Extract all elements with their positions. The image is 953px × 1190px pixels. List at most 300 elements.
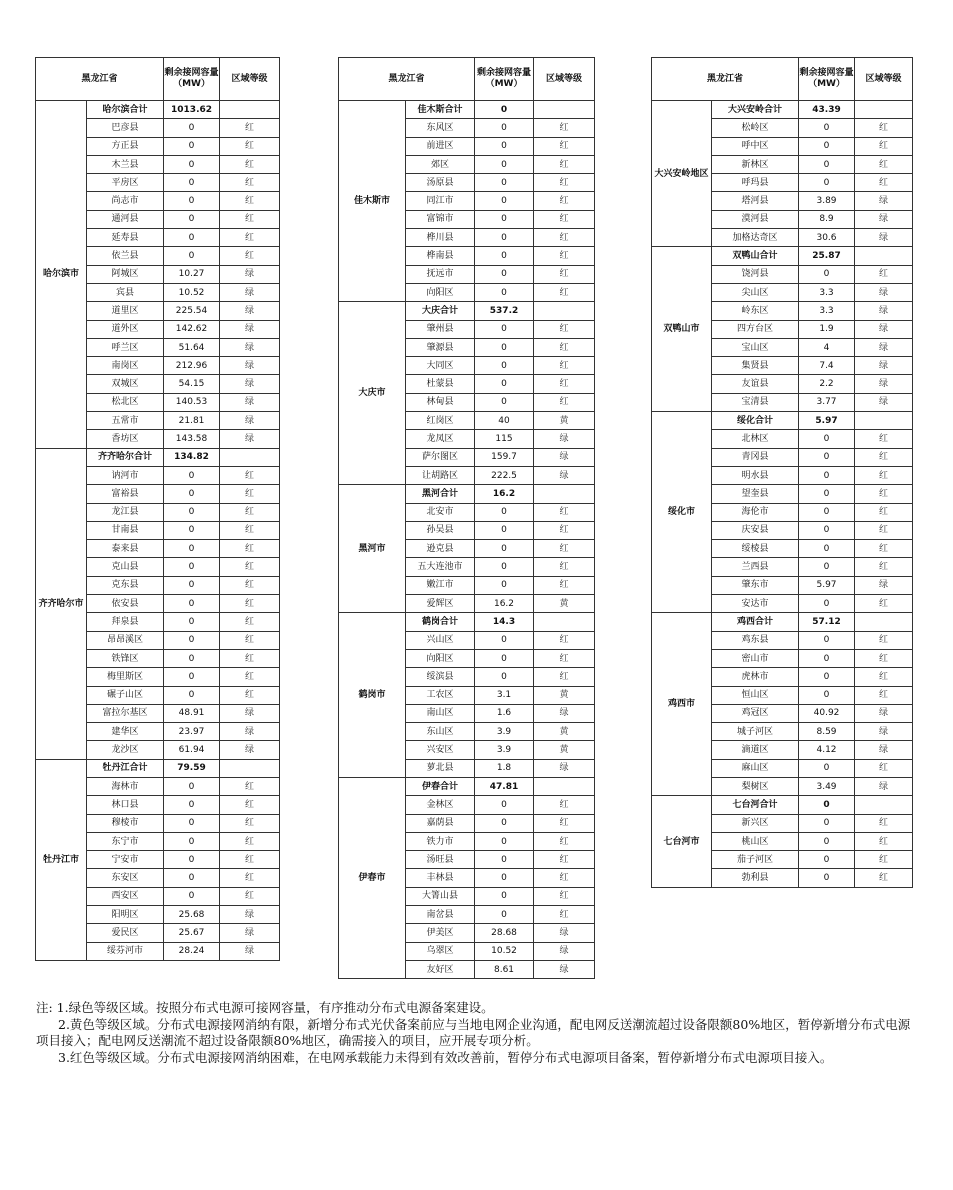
district-level: 红 — [220, 686, 280, 704]
district-level: 红 — [220, 595, 280, 613]
district-level: 红 — [534, 649, 595, 667]
district-capacity: 142.62 — [164, 320, 220, 338]
district-capacity: 0 — [164, 613, 220, 631]
district-level: 红 — [855, 174, 913, 192]
district-level: 绿 — [855, 576, 913, 594]
city-total-capacity: 1013.62 — [164, 101, 220, 119]
district-level: 红 — [534, 137, 595, 155]
district-level: 绿 — [534, 759, 595, 777]
district-level: 红 — [855, 466, 913, 484]
district-level: 绿 — [855, 302, 913, 320]
district-name: 肇东市 — [712, 576, 799, 594]
district-name: 方正县 — [87, 137, 164, 155]
city-total-row — [339, 101, 595, 119]
district-capacity: 0 — [799, 448, 855, 466]
district-capacity: 0 — [475, 357, 534, 375]
city-total-level — [534, 777, 595, 795]
district-level: 红 — [534, 832, 595, 850]
district-name: 金林区 — [406, 796, 475, 814]
city-total-capacity: 57.12 — [799, 613, 855, 631]
district-capacity: 0 — [164, 777, 220, 795]
district-level: 红 — [220, 540, 280, 558]
district-level: 红 — [534, 558, 595, 576]
district-capacity: 0 — [164, 869, 220, 887]
district-capacity: 0 — [164, 814, 220, 832]
district-name: 大同区 — [406, 357, 475, 375]
district-level: 红 — [534, 503, 595, 521]
header-capacity: 剩余接网容量（MW） — [475, 58, 534, 101]
district-name: 抚远市 — [406, 265, 475, 283]
district-name: 新林区 — [712, 155, 799, 173]
district-capacity: 0 — [164, 796, 220, 814]
district-capacity: 61.94 — [164, 741, 220, 759]
district-level: 绿 — [220, 924, 280, 942]
district-level: 红 — [534, 320, 595, 338]
district-capacity: 0 — [799, 595, 855, 613]
district-capacity: 0 — [164, 247, 220, 265]
district-level: 红 — [220, 814, 280, 832]
district-capacity: 0 — [164, 668, 220, 686]
district-name: 木兰县 — [87, 155, 164, 173]
district-level: 绿 — [220, 906, 280, 924]
note-yellow: 2.黄色等级区域。分布式电源接网消纳有限，新增分布式光伏备案前应与当地电网企业沟通，配电网反送潮流超过设备限额80%地区，暂停新增分布式电源项目接入；配电网反送潮流不超过设备限额80%地区，确需接入的项目，应开展专项分析。 — [36, 1016, 911, 1048]
district-capacity: 0 — [475, 338, 534, 356]
district-level: 绿 — [220, 265, 280, 283]
district-name: 依安县 — [87, 595, 164, 613]
district-level: 红 — [220, 631, 280, 649]
district-level: 红 — [220, 887, 280, 905]
city-name: 牡丹江市 — [36, 759, 87, 960]
district-level: 红 — [855, 503, 913, 521]
district-capacity: 0 — [164, 137, 220, 155]
city-total-level — [220, 759, 280, 777]
district-level: 红 — [220, 155, 280, 173]
district-level: 绿 — [855, 393, 913, 411]
district-name: 同江市 — [406, 192, 475, 210]
district-name: 龙沙区 — [87, 741, 164, 759]
district-name: 绥棱县 — [712, 540, 799, 558]
district-capacity: 0 — [475, 247, 534, 265]
city-total-capacity: 16.2 — [475, 485, 534, 503]
district-level: 红 — [855, 668, 913, 686]
district-level: 红 — [855, 265, 913, 283]
district-capacity: 0 — [799, 649, 855, 667]
city-total-row — [652, 613, 913, 631]
district-name: 杜蒙县 — [406, 375, 475, 393]
district-level: 绿 — [220, 430, 280, 448]
district-level: 红 — [855, 814, 913, 832]
district-level: 红 — [855, 595, 913, 613]
district-name: 桦川县 — [406, 229, 475, 247]
city-total-capacity: 14.3 — [475, 613, 534, 631]
district-name: 友好区 — [406, 960, 475, 978]
district-name: 通河县 — [87, 210, 164, 228]
district-capacity: 0 — [164, 540, 220, 558]
district-capacity: 0 — [799, 540, 855, 558]
district-name: 北安市 — [406, 503, 475, 521]
city-total-level — [855, 247, 913, 265]
district-level: 红 — [534, 851, 595, 869]
district-name: 东宁市 — [87, 832, 164, 850]
district-level: 绿 — [855, 723, 913, 741]
header-province: 黑龙江省 — [339, 58, 475, 101]
district-level: 红 — [855, 851, 913, 869]
district-name: 宝清县 — [712, 393, 799, 411]
district-name: 勃利县 — [712, 869, 799, 887]
district-level: 红 — [855, 119, 913, 137]
district-name: 呼玛县 — [712, 174, 799, 192]
district-name: 巴彦县 — [87, 119, 164, 137]
district-level: 绿 — [220, 393, 280, 411]
city-total-level — [534, 101, 595, 119]
district-level: 红 — [534, 155, 595, 173]
district-capacity: 0 — [799, 558, 855, 576]
district-level: 红 — [855, 869, 913, 887]
city-name: 七台河市 — [652, 796, 712, 887]
district-level: 红 — [855, 631, 913, 649]
district-capacity: 3.9 — [475, 741, 534, 759]
district-level: 红 — [855, 485, 913, 503]
district-name: 香坊区 — [87, 430, 164, 448]
district-level: 绿 — [220, 320, 280, 338]
city-total-level — [855, 613, 913, 631]
city-total-label: 伊春合计 — [406, 777, 475, 795]
district-name: 逊克县 — [406, 540, 475, 558]
city-total-level — [534, 302, 595, 320]
city-total-row — [36, 759, 280, 777]
district-name: 工农区 — [406, 686, 475, 704]
district-capacity: 1.9 — [799, 320, 855, 338]
district-name: 克东县 — [87, 576, 164, 594]
district-capacity: 0 — [164, 851, 220, 869]
district-level: 红 — [220, 229, 280, 247]
district-capacity: 0 — [799, 466, 855, 484]
city-name: 鸡西市 — [652, 613, 712, 796]
district-name: 甘南县 — [87, 521, 164, 539]
district-level: 红 — [220, 466, 280, 484]
district-name: 集贤县 — [712, 357, 799, 375]
city-total-row — [652, 247, 913, 265]
district-level: 绿 — [534, 430, 595, 448]
district-level: 红 — [855, 430, 913, 448]
notes — [36, 1000, 916, 1066]
district-capacity: 40 — [475, 412, 534, 430]
district-capacity: 0 — [799, 521, 855, 539]
city-total-capacity: 79.59 — [164, 759, 220, 777]
city-total-capacity: 43.39 — [799, 101, 855, 119]
district-capacity: 0 — [799, 631, 855, 649]
district-level: 绿 — [534, 924, 595, 942]
district-capacity: 0 — [799, 174, 855, 192]
district-name: 道里区 — [87, 302, 164, 320]
district-capacity: 222.5 — [475, 466, 534, 484]
district-capacity: 0 — [799, 137, 855, 155]
district-level: 红 — [534, 265, 595, 283]
city-total-capacity: 5.97 — [799, 412, 855, 430]
district-name: 红岗区 — [406, 412, 475, 430]
district-level: 绿 — [220, 302, 280, 320]
city-total-label: 鹤岗合计 — [406, 613, 475, 631]
district-name: 宝山区 — [712, 338, 799, 356]
city-total-label: 大兴安岭合计 — [712, 101, 799, 119]
district-capacity: 143.58 — [164, 430, 220, 448]
district-name: 绥滨县 — [406, 668, 475, 686]
district-name: 鸡冠区 — [712, 704, 799, 722]
district-capacity: 8.61 — [475, 960, 534, 978]
district-level: 红 — [220, 503, 280, 521]
district-name: 道外区 — [87, 320, 164, 338]
district-level: 红 — [534, 631, 595, 649]
district-level: 绿 — [534, 448, 595, 466]
district-level: 绿 — [220, 375, 280, 393]
district-level: 黄 — [534, 686, 595, 704]
city-total-label: 哈尔滨合计 — [87, 101, 164, 119]
district-name: 兰西县 — [712, 558, 799, 576]
district-level: 绿 — [855, 357, 913, 375]
city-total-level — [855, 101, 913, 119]
district-name: 碾子山区 — [87, 686, 164, 704]
district-name: 五常市 — [87, 412, 164, 430]
district-name: 建华区 — [87, 723, 164, 741]
district-capacity: 0 — [475, 869, 534, 887]
district-name: 新兴区 — [712, 814, 799, 832]
district-capacity: 0 — [164, 832, 220, 850]
district-capacity: 0 — [799, 668, 855, 686]
district-name: 双城区 — [87, 375, 164, 393]
district-level: 红 — [534, 869, 595, 887]
district-capacity: 54.15 — [164, 375, 220, 393]
district-level: 红 — [855, 155, 913, 173]
district-capacity: 0 — [164, 192, 220, 210]
district-name: 富拉尔基区 — [87, 704, 164, 722]
district-level: 绿 — [534, 942, 595, 960]
city-total-level — [220, 448, 280, 466]
district-capacity: 0 — [475, 119, 534, 137]
district-level: 绿 — [220, 741, 280, 759]
district-name: 穆棱市 — [87, 814, 164, 832]
district-name: 南岔县 — [406, 906, 475, 924]
district-level: 绿 — [855, 283, 913, 301]
district-level: 红 — [534, 247, 595, 265]
district-capacity: 115 — [475, 430, 534, 448]
city-total-capacity: 25.87 — [799, 247, 855, 265]
district-name: 绥芬河市 — [87, 942, 164, 960]
district-capacity: 0 — [475, 631, 534, 649]
district-level: 红 — [534, 338, 595, 356]
district-level: 红 — [534, 521, 595, 539]
district-capacity: 0 — [475, 558, 534, 576]
district-name: 呼中区 — [712, 137, 799, 155]
district-capacity: 0 — [799, 759, 855, 777]
district-capacity: 0 — [475, 521, 534, 539]
district-capacity: 4.12 — [799, 741, 855, 759]
district-capacity: 0 — [164, 503, 220, 521]
district-capacity: 0 — [164, 576, 220, 594]
district-level: 红 — [855, 137, 913, 155]
district-name: 呼兰区 — [87, 338, 164, 356]
district-capacity: 1.6 — [475, 704, 534, 722]
district-name: 南岗区 — [87, 357, 164, 375]
district-capacity: 0 — [475, 887, 534, 905]
district-name: 肇州县 — [406, 320, 475, 338]
city-total-row — [36, 101, 280, 119]
city-name: 大兴安岭地区 — [652, 101, 712, 247]
district-capacity: 4 — [799, 338, 855, 356]
district-level: 红 — [220, 668, 280, 686]
district-level: 红 — [220, 851, 280, 869]
city-total-row — [339, 485, 595, 503]
district-level: 红 — [220, 649, 280, 667]
district-level: 红 — [534, 540, 595, 558]
district-level: 红 — [220, 558, 280, 576]
district-capacity: 8.59 — [799, 723, 855, 741]
district-capacity: 25.68 — [164, 906, 220, 924]
city-total-label: 鸡西合计 — [712, 613, 799, 631]
district-name: 东风区 — [406, 119, 475, 137]
district-capacity: 0 — [475, 796, 534, 814]
district-capacity: 3.3 — [799, 283, 855, 301]
district-capacity: 0 — [164, 210, 220, 228]
city-total-capacity: 47.81 — [475, 777, 534, 795]
district-capacity: 0 — [475, 375, 534, 393]
city-total-row — [652, 412, 913, 430]
district-level: 绿 — [855, 375, 913, 393]
district-capacity: 0 — [799, 686, 855, 704]
district-capacity: 1.8 — [475, 759, 534, 777]
district-capacity: 0 — [799, 265, 855, 283]
district-level: 红 — [855, 540, 913, 558]
city-total-label: 佳木斯合计 — [406, 101, 475, 119]
district-name: 讷河市 — [87, 466, 164, 484]
district-level: 绿 — [220, 338, 280, 356]
district-capacity: 0 — [475, 832, 534, 850]
city-total-row — [339, 777, 595, 795]
district-level: 绿 — [220, 723, 280, 741]
district-level: 绿 — [855, 229, 913, 247]
district-name: 爱民区 — [87, 924, 164, 942]
header-capacity: 剩余接网容量（MW） — [164, 58, 220, 101]
note-green: 注: 1.绿色等级区域。按照分布式电源可接网容量，有序推动分布式电源备案建设。 — [36, 1000, 494, 1015]
district-name: 铁锋区 — [87, 649, 164, 667]
district-capacity: 0 — [164, 631, 220, 649]
district-name: 阿城区 — [87, 265, 164, 283]
district-name: 昂昂溪区 — [87, 631, 164, 649]
district-capacity: 10.27 — [164, 265, 220, 283]
district-name: 爱辉区 — [406, 595, 475, 613]
city-name: 黑河市 — [339, 485, 406, 613]
district-name: 松岭区 — [712, 119, 799, 137]
district-capacity: 0 — [164, 521, 220, 539]
city-total-capacity: 0 — [475, 101, 534, 119]
district-name: 友谊县 — [712, 375, 799, 393]
district-capacity: 159.7 — [475, 448, 534, 466]
district-capacity: 0 — [164, 686, 220, 704]
city-total-capacity: 0 — [799, 796, 855, 814]
district-name: 依兰县 — [87, 247, 164, 265]
district-capacity: 225.54 — [164, 302, 220, 320]
district-name: 萨尔图区 — [406, 448, 475, 466]
city-name: 佳木斯市 — [339, 101, 406, 302]
district-name: 汤旺县 — [406, 851, 475, 869]
district-capacity: 140.53 — [164, 393, 220, 411]
district-name: 东安区 — [87, 869, 164, 887]
district-capacity: 0 — [475, 283, 534, 301]
district-level: 红 — [534, 576, 595, 594]
city-total-level — [855, 412, 913, 430]
district-level: 红 — [534, 210, 595, 228]
district-name: 平房区 — [87, 174, 164, 192]
district-level: 红 — [855, 521, 913, 539]
city-total-row — [36, 448, 280, 466]
district-name: 密山市 — [712, 649, 799, 667]
city-name: 鹤岗市 — [339, 613, 406, 778]
city-total-row — [652, 101, 913, 119]
district-name: 滴道区 — [712, 741, 799, 759]
district-name: 岭东区 — [712, 302, 799, 320]
district-level: 红 — [534, 668, 595, 686]
capacity-table-1 — [35, 57, 280, 961]
district-level: 红 — [220, 576, 280, 594]
district-level: 绿 — [855, 210, 913, 228]
district-level: 绿 — [534, 960, 595, 978]
district-capacity: 30.6 — [799, 229, 855, 247]
district-capacity: 7.4 — [799, 357, 855, 375]
district-name: 前进区 — [406, 137, 475, 155]
district-name: 虎林市 — [712, 668, 799, 686]
district-name: 四方台区 — [712, 320, 799, 338]
district-name: 桃山区 — [712, 832, 799, 850]
district-name: 恒山区 — [712, 686, 799, 704]
district-capacity: 3.1 — [475, 686, 534, 704]
district-name: 龙江县 — [87, 503, 164, 521]
city-name: 双鸭山市 — [652, 247, 712, 412]
district-capacity: 3.9 — [475, 723, 534, 741]
district-level: 红 — [220, 137, 280, 155]
district-level: 黄 — [534, 741, 595, 759]
district-capacity: 0 — [799, 869, 855, 887]
district-name: 嫩江市 — [406, 576, 475, 594]
district-level: 绿 — [220, 704, 280, 722]
district-name: 富锦市 — [406, 210, 475, 228]
district-name: 林甸县 — [406, 393, 475, 411]
district-name: 茄子河区 — [712, 851, 799, 869]
district-capacity: 0 — [164, 887, 220, 905]
district-capacity: 3.89 — [799, 192, 855, 210]
district-level: 红 — [855, 686, 913, 704]
district-capacity: 0 — [475, 393, 534, 411]
city-name: 伊春市 — [339, 777, 406, 978]
district-capacity: 16.2 — [475, 595, 534, 613]
district-capacity: 21.81 — [164, 412, 220, 430]
district-capacity: 0 — [475, 174, 534, 192]
city-total-level — [534, 485, 595, 503]
district-capacity: 0 — [164, 119, 220, 137]
district-name: 汤原县 — [406, 174, 475, 192]
header-level: 区域等级 — [855, 58, 913, 101]
district-name: 克山县 — [87, 558, 164, 576]
city-name: 绥化市 — [652, 412, 712, 613]
district-level: 红 — [220, 613, 280, 631]
district-name: 尖山区 — [712, 283, 799, 301]
district-capacity: 0 — [475, 851, 534, 869]
header-province: 黑龙江省 — [652, 58, 799, 101]
district-name: 安达市 — [712, 595, 799, 613]
district-level: 绿 — [220, 357, 280, 375]
district-name: 宁安市 — [87, 851, 164, 869]
district-name: 郊区 — [406, 155, 475, 173]
district-level: 红 — [534, 814, 595, 832]
district-name: 富裕县 — [87, 485, 164, 503]
